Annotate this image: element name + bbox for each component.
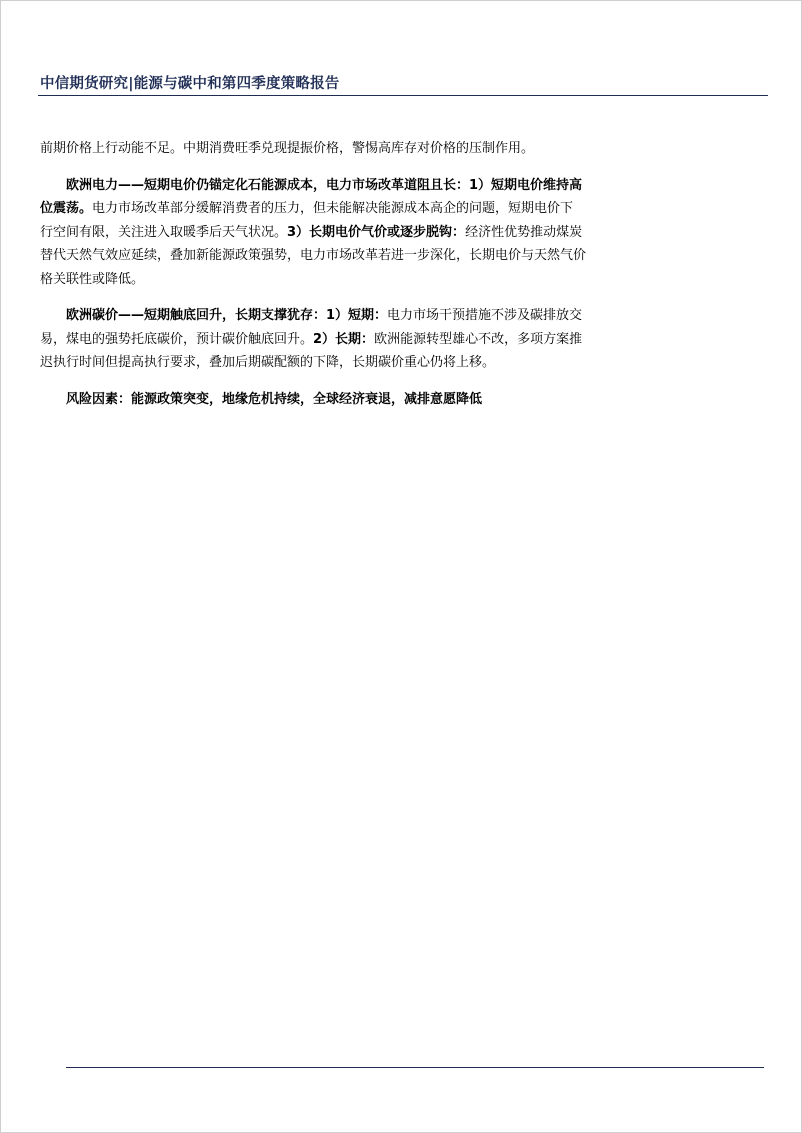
header-divider xyxy=(38,95,768,96)
paragraph-text: 电力市场干预措施不涉及碳排放交易，煤电的强势托底碳价，预计碳价触底回升。 xyxy=(40,308,583,347)
paragraph-text: 前期价格上行动能不足。中期消费旺季兑现提振价格，警惕高库存对价格的压制作用。 xyxy=(40,141,535,156)
paragraph-text: 电力市场改革部分缓解消费者的压力，但未能解决能源成本高企的问题，短期电价下行空间有限，关注进入取暖季后天气状况。 xyxy=(40,201,574,240)
report-body xyxy=(40,137,586,424)
paragraph-continuation xyxy=(40,137,586,161)
report-header-title: 中信期货研究|能源与碳中和第四季度策略报告 xyxy=(40,76,340,92)
paragraph-europe-power xyxy=(40,174,586,292)
paragraph-risk-factors xyxy=(40,388,586,412)
paragraph-bold-text: 欧洲碳价——短期触底回升，长期支撑犹存：1）短期： xyxy=(66,308,388,323)
footer-divider xyxy=(66,1067,764,1068)
paragraph-bold-text: 3）长期电价气价或逐步脱钩： xyxy=(287,224,466,240)
paragraph-bold-text: 2）长期： xyxy=(313,331,375,347)
paragraph-text: 经济性优势推动煤炭替代天然气效应延续，叠加新能源政策强势，电力市场改革若进一步深化，长期电价与天然气价格关联性或降低。 xyxy=(40,224,587,287)
paragraph-bold-text: 风险因素：能源政策突变，地缘危机持续，全球经济衰退，减排意愿降低 xyxy=(66,391,483,407)
paragraph-text: 欧洲能源转型雄心不改，多项方案推迟执行时间但提高执行要求，叠加后期碳配额的下降，长期碳价重心仍将上移。 xyxy=(40,331,583,370)
paragraph-bold-text: 欧洲电力——短期电价仍锚定化石能源成本，电力市场改革道阻且长：1）短期电价维持高位震荡。 xyxy=(40,177,583,216)
paragraph-europe-carbon xyxy=(40,304,586,375)
